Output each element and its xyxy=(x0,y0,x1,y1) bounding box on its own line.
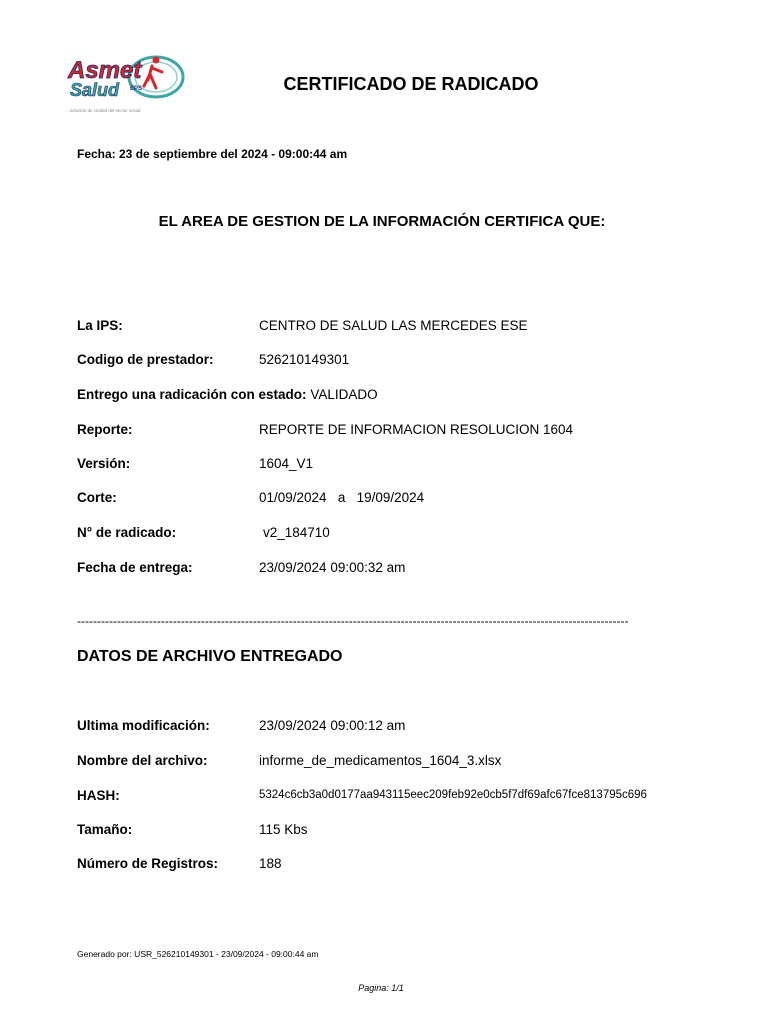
report-value: REPORTE DE INFORMACION RESOLUCION 1604 xyxy=(259,422,574,437)
page-number: Pagina: 1/1 xyxy=(358,983,404,993)
logo-badge-eps: EPS xyxy=(130,86,143,92)
records-value: 188 xyxy=(259,856,282,871)
logo-wordmark-salud: Salud xyxy=(70,80,120,100)
hash-label: HASH: xyxy=(77,788,120,803)
cut-value: 01/09/2024 a 19/09/2024 xyxy=(259,490,425,505)
filing-number-label: N° de radicado: xyxy=(77,525,177,540)
ips-value: CENTRO DE SALUD LAS MERCEDES ESE xyxy=(259,318,528,333)
provider-code-label: Codigo de prestador: xyxy=(77,352,214,367)
generated-by: Generado por: USR_526210149301 - 23/09/2024 - 09:00:44 am xyxy=(77,949,319,959)
delivery-date-label: Fecha de entrega: xyxy=(77,560,193,575)
certificate-date: Fecha: 23 de septiembre del 2024 - 09:00:44 am xyxy=(77,147,348,161)
last-modified-value: 23/09/2024 09:00:12 am xyxy=(259,718,406,733)
status-value: VALIDADO xyxy=(310,387,378,402)
file-name-value: informe_de_medicamentos_1604_3.xlsx xyxy=(259,753,502,768)
last-modified-label: Ultima modificación: xyxy=(77,718,210,733)
provider-code-value: 526210149301 xyxy=(259,352,350,367)
status-label: Entrego una radicación con estado: xyxy=(77,387,307,402)
records-label: Número de Registros: xyxy=(77,856,219,871)
version-label: Versión: xyxy=(77,456,131,471)
document-title: CERTIFICADO DE RADICADO xyxy=(283,74,539,94)
size-value: 115 Kbs xyxy=(259,822,308,837)
file-data-section-title: DATOS DE ARCHIVO ENTREGADO xyxy=(77,648,343,665)
logo-tagline: ...solución de ciudad del sector social xyxy=(66,108,141,113)
cut-label: Corte: xyxy=(77,490,117,505)
filing-number-value: v2_184710 xyxy=(263,525,330,540)
certification-heading: EL AREA DE GESTION DE LA INFORMACIÓN CERTIFICA QUE: xyxy=(158,213,606,230)
report-label: Reporte: xyxy=(77,422,133,437)
size-label: Tamaño: xyxy=(77,822,133,837)
dashed-separator: ------------------------------------------------------------------------------------------------------------------------------------------ xyxy=(77,614,629,628)
hash-value: 5324c6cb3a0d0177aa943115eec209feb92e0cb5f7df69afc67fce813795c696 xyxy=(259,789,647,801)
ips-label: La IPS: xyxy=(77,318,123,333)
file-name-label: Nombre del archivo: xyxy=(77,753,208,768)
status-row xyxy=(77,387,378,402)
delivery-date-value: 23/09/2024 09:00:32 am xyxy=(259,560,406,575)
version-value: 1604_V1 xyxy=(259,456,314,471)
logo-wordmark-asmet: Asmet xyxy=(68,57,142,84)
